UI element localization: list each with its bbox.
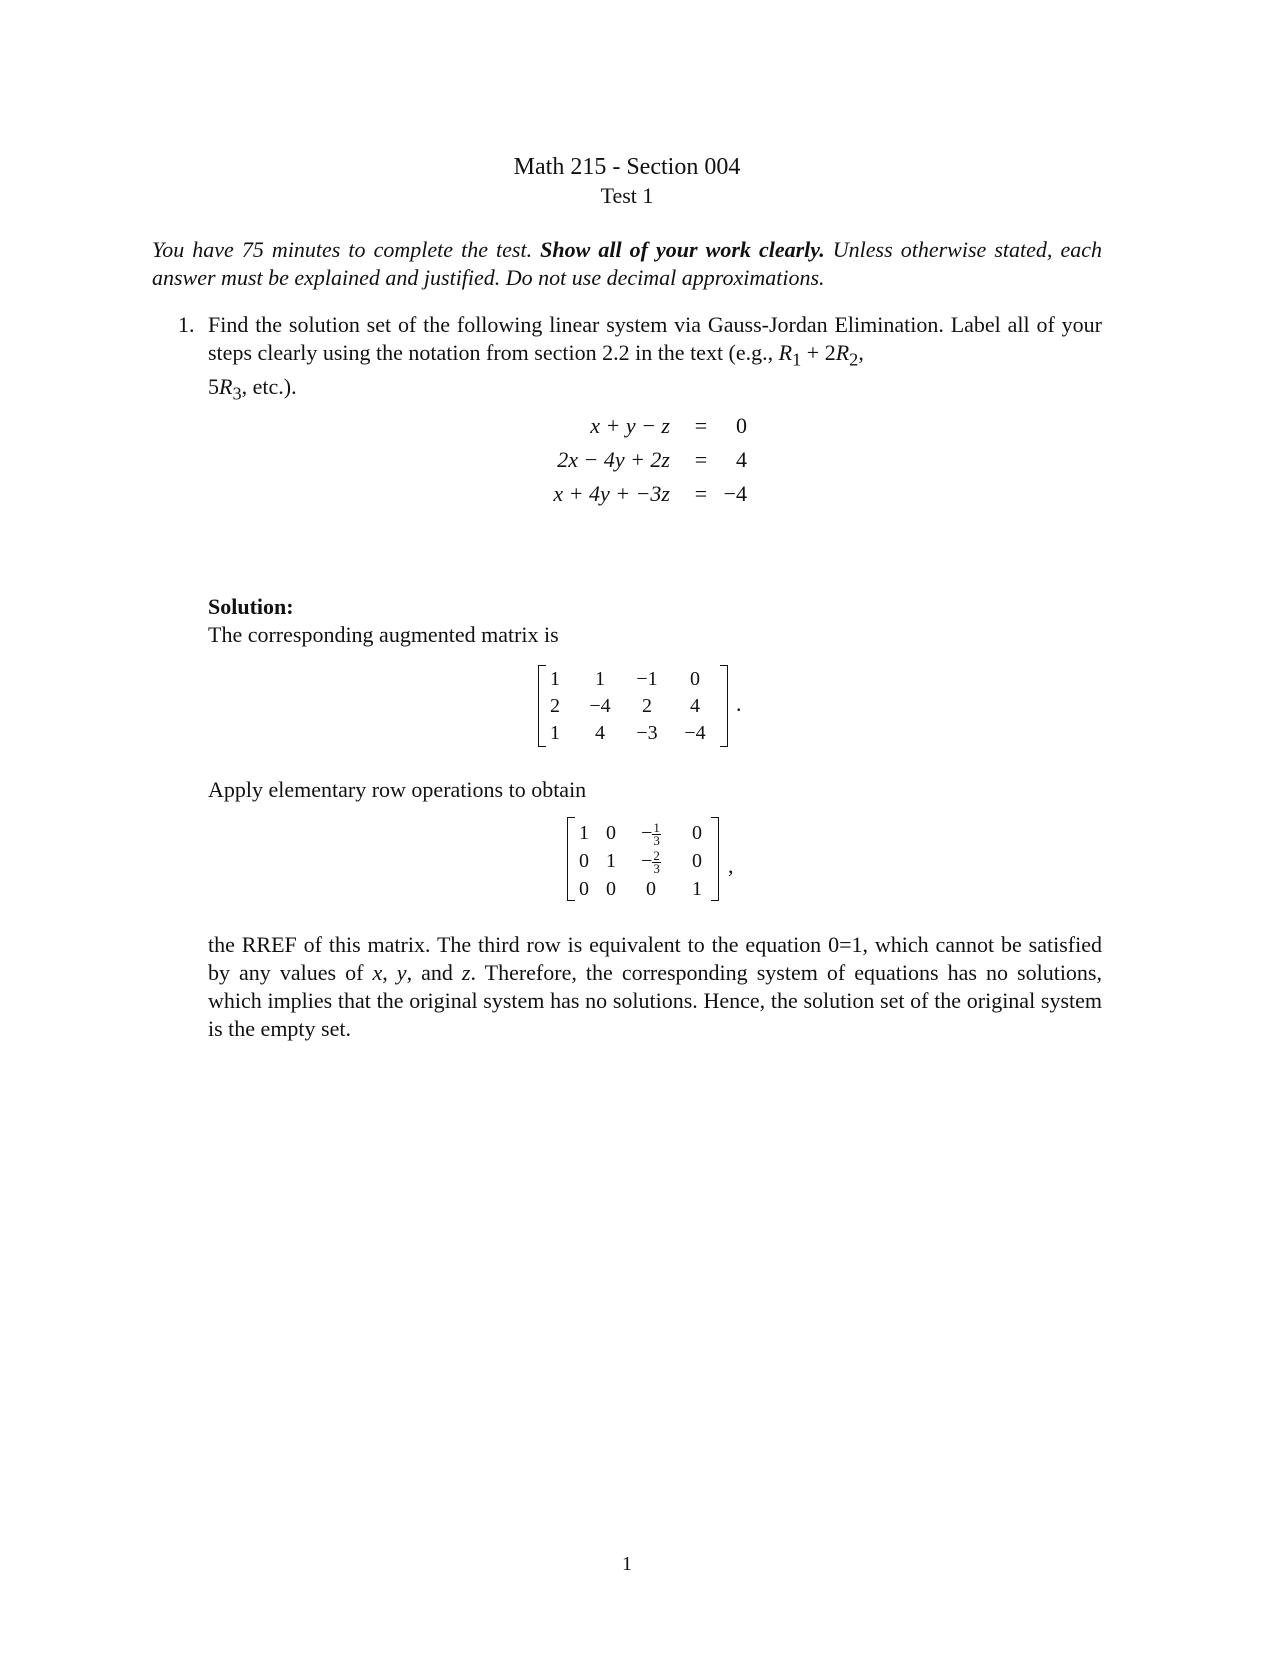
- document-title: Math 215 - Section 004: [513, 154, 741, 180]
- question-text-a: Find the solution set of the following linear system via Gauss-Jordan Elimination. Label all of your steps clearly using the notation from section 2.2 in the text (e.g.,: [208, 312, 1102, 365]
- instructions-time: You have 75 minutes to complete the test.: [152, 237, 533, 262]
- instructions-paragraph: [152, 236, 1102, 292]
- solution-intro: The corresponding augmented matrix is: [208, 622, 559, 647]
- matrix-cell: 1: [595, 668, 605, 690]
- matrix-cell: 1: [550, 668, 560, 690]
- conclusion-var-z: z: [461, 960, 471, 985]
- matrix-cell: 0: [606, 878, 616, 900]
- equation-row: [0, 480, 1280, 510]
- question-text-mid: + 2: [801, 340, 836, 365]
- matrix-cell: 0: [579, 850, 589, 872]
- solution-label: Solution:: [208, 594, 294, 619]
- equation-lhs: 2x − 4y + 2z: [557, 447, 670, 472]
- matrix-cell: 0: [579, 878, 589, 900]
- equation-operator: =: [694, 481, 708, 506]
- instructions-emphasis: Show all of your work clearly.: [540, 237, 825, 262]
- question-sub-2: 2: [849, 349, 859, 370]
- matrix1-punctuation: .: [736, 691, 742, 716]
- question-math-r3: R: [219, 374, 233, 400]
- matrix2-punctuation: ,: [728, 853, 734, 878]
- equation-lhs: x + 4y + −3z: [553, 481, 670, 506]
- question-text: [208, 311, 1102, 408]
- matrix-cell: 1: [692, 878, 702, 900]
- apply-operations-text: Apply elementary row operations to obtain: [208, 777, 587, 802]
- equation-rhs: 4: [736, 447, 747, 472]
- matrix-cell: 2: [550, 695, 560, 717]
- matrix-cell: 1: [579, 822, 589, 844]
- matrix-cell: 4: [595, 722, 605, 744]
- page-number: 1: [622, 1553, 632, 1575]
- conclusion-sep-2: , and: [406, 960, 462, 985]
- matrix-cell: 0: [690, 668, 700, 690]
- question-sub-1: 1: [792, 349, 802, 370]
- equation-rhs: −4: [723, 481, 747, 506]
- conclusion-text-b: . Therefore, the corresponding system of equations has no solutions, which implies that the original system has no solutions. Hence, the solution set of the original system is the empty set.: [208, 960, 1102, 1041]
- question-math-r1: R: [778, 340, 793, 365]
- document-subtitle: Test 1: [600, 183, 654, 208]
- conclusion-sep-1: ,: [382, 960, 397, 985]
- matrix-cell: − $\frac{2}{3}$: [641, 847, 660, 876]
- instructions-rules: Unless otherwise stated, each answer must be explained and justified. Do not use decimal approximations.: [152, 237, 1102, 290]
- question-text-comma: ,: [858, 340, 864, 365]
- matrix-cell: 0: [692, 850, 702, 872]
- matrix-cell: − $\frac{1}{3}$: [641, 819, 660, 848]
- augmented-matrix: [538, 665, 728, 747]
- matrix-cell: 1: [550, 722, 560, 744]
- matrix-cell: −3: [636, 722, 658, 744]
- equation-row: [0, 412, 1280, 442]
- matrix-right-bracket: [720, 665, 728, 747]
- conclusion-var-x: x: [372, 960, 383, 985]
- matrix-cell: 2: [642, 695, 652, 717]
- conclusion-var-y: y: [396, 960, 407, 985]
- equation-rhs: 0: [736, 413, 747, 438]
- equation-operator: =: [694, 447, 708, 472]
- question-sub-3: 3: [232, 383, 242, 404]
- equation-row: [0, 446, 1280, 476]
- matrix-cell: −1: [636, 668, 658, 690]
- matrix-cell: 1: [606, 850, 616, 872]
- question-text-b: 5: [208, 374, 219, 400]
- matrix-cell: −4: [684, 722, 706, 744]
- conclusion-paragraph: [208, 931, 1102, 1043]
- matrix-cell: −4: [589, 695, 611, 717]
- equation-lhs: x + y − z: [590, 413, 670, 438]
- equation-operator: =: [694, 413, 708, 438]
- matrix-cell: 0: [692, 822, 702, 844]
- question-text-end: , etc.).: [241, 374, 297, 400]
- question-number: 1.: [178, 312, 195, 337]
- matrix-cell: 0: [646, 878, 656, 900]
- question-math-r2: R: [835, 340, 850, 365]
- matrix-cell: 4: [690, 695, 700, 717]
- matrix-cell: 0: [606, 822, 616, 844]
- rref-matrix: [567, 817, 719, 901]
- conclusion-text-a: the RREF of this matrix. The third row is equivalent to the equation 0=1, which cannot be satisfied by any values of: [208, 932, 1102, 985]
